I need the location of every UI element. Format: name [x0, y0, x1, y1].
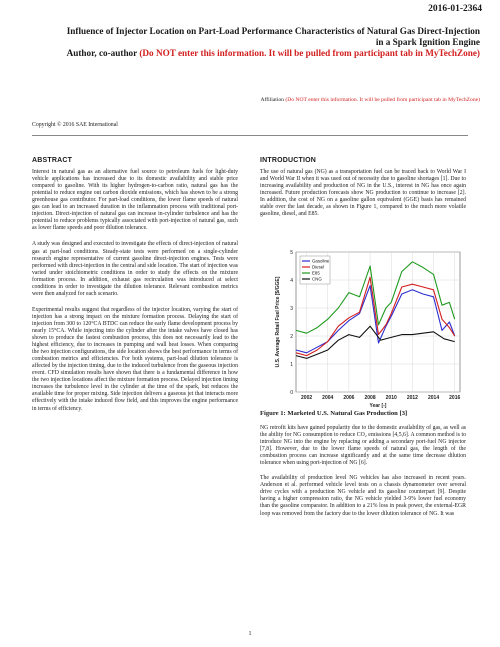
y-axis-label: U.S. Average Retail Fuel Price [$/GGE] — [275, 276, 281, 368]
header-divider — [32, 135, 468, 136]
x-tick-label: 2010 — [385, 395, 397, 401]
x-tick-label: 2006 — [343, 395, 355, 401]
abstract-heading: ABSTRACT — [32, 157, 73, 164]
legend-label: Diesel — [312, 264, 325, 270]
x-tick-label: 2002 — [301, 395, 313, 401]
author-note: (Do NOT enter this information. It will be pulled from participant tab in MyTechZone) — [139, 48, 480, 58]
paper-id: 2016-01-2364 — [428, 4, 482, 14]
y-tick-label: 1 — [290, 362, 293, 368]
figure-caption: Figure 1: Marketed U.S. Natural Gas Production [3] — [260, 410, 408, 417]
affiliation-note: (Do NOT enter this information. It will be pulled from participant tab in MyTechZone) — [285, 97, 480, 103]
x-tick-label: 2008 — [364, 395, 376, 401]
figure-1 — [262, 246, 466, 408]
introduction-paragraph: The availability of production level NG vehicles has also increased in recent years. Anderson et al. performed vehicle level tests on a chassis dynamometer over several drive cycles with a production NG vehicle and its gasoline counterpart [9]. Despite having a higher compression ratio, the NG vehicle yielded 3-9% lower fuel economy than the gasoline comparator. In addition to a 21% loss in peak power, the external-EGR loop was removed from the factory due to the lower dilution tolerance of NG. It was — [260, 475, 466, 517]
author-line — [60, 48, 480, 59]
x-tick-label: 2012 — [406, 395, 418, 401]
legend-label: Gasoline — [312, 258, 330, 264]
x-tick-label: 2016 — [449, 395, 461, 401]
abstract-section — [32, 157, 238, 413]
y-tick-label: 3 — [290, 306, 293, 312]
y-tick-label: 2 — [290, 334, 293, 340]
introduction-paragraph: The use of natural gas (NG) as a transportation fuel can be traced back to World War I and World War II when it was used out of necessity due to gasoline shortages [1]. Due to increasing availability and production of NG in the U.S., interest in NG has once again increased. Future production forecasts show NG production to continue to increase [2]. In addition, the cost of NG on a gasoline gallon equivalent (GGE) basis has remained stable over the last decade, as shown in Figure 1, compared to the much more volatile gasoline, diesel, and E85. — [260, 169, 466, 218]
y-tick-label: 0 — [290, 390, 293, 396]
introduction-paragraph: NG retrofit kits have gained popularity due to the domestic availability of gas, as well as the ability for NG consumption to reduce CO₂ emissions [4,5,6]. A common method is to introduce NG into the engine by replacing or adding a secondary port-fuel NG injector [7,8]. However, due to the lower flame speeds of natural gas, the length of the combustion process can increase significantly and at the same time decrease dilution tolerance when using port-injection of NG [6]. — [260, 425, 466, 467]
y-tick-label: 4 — [290, 278, 293, 284]
affiliation-prefix: Affiliation — [260, 97, 284, 103]
fuel-price-chart — [262, 246, 466, 408]
x-tick-label: 2014 — [427, 395, 440, 401]
author-prefix: Author, co-author — [66, 48, 138, 58]
copyright-notice: Copyright © 2016 SAE International — [32, 122, 118, 128]
x-axis-label: Year [-] — [369, 403, 387, 408]
legend-label: CNG — [312, 276, 322, 282]
abstract-paragraph: Experimental results suggest that regardless of the injector location, varying the start of injection has a strong impact on the mixture formation process. Delaying the start of injection from 300 to 120°CA BTDC can reduce the early flame development process by nearly 15°CA. While injecting into the cylinder after the intake valves have closed has shown to produce the fastest combustion process, this does not necessarily lead to the highest efficiency, due to increases in pumping and wall heat losses. When comparing the two injection configurations, the side location shows the best performance in terms of combustion metrics and efficiencies. For both systems, part-load dilution tolerance is affected by the injection timing, due to the induced turbulence from the gaseous injection event. CFD simulation results have shown that there is a fundamental difference in how the two injection locations affect the mixture formation process. Delayed injection timing increases the turbulence level in the cylinder at the time of the spark, but reduces the available time for proper mixing. Side injection delivers a gaseous jet that interacts more effectively with the intake induced flow field, and this improves the engine performance in terms of efficiency. — [32, 306, 238, 412]
y-tick-label: 5 — [290, 250, 293, 256]
introduction-continued — [260, 425, 466, 518]
x-tick-label: 2004 — [322, 395, 334, 401]
abstract-paragraph: A study was designed and executed to investigate the effects of direct-injection of natural gas at part-load conditions. Steady-state tests were performed on a single-cylinder research engine representative of current gasoline direct-injection engines. Tests were performed with direct-injection in the central and side location. The start of injection was varied under stoichiometric conditions in order to study the effects on the mixture formation process. In addition, exhaust gas recirculation was introduced at select conditions in order to investigate the dilution tolerance. Relevant combustion metrics were then analyzed for each scenario. — [32, 241, 238, 297]
legend-label: E85 — [312, 270, 320, 276]
page-number: 1 — [248, 631, 252, 637]
abstract-paragraph: Interest in natural gas as an alternative fuel source to petroleum fuels for light-duty vehicle applications has increased due to its domestic availability and stable price compared to gasoline. With its higher hydrogen-to-carbon ratio, natural gas has the potential to reduce engine out carbon dioxide emissions, which has shown to be a strong greenhouse gas contributor. For part-load conditions, the lower flame speeds of natural gas can lead to an increased duration in the inflammation process with traditional port-injection. Direct-injection of natural gas can increase in-cylinder turbulence and has the potential to reduce problems typically associated with port-injection of natural gas, such as lower flame speeds and poor dilution tolerance. — [32, 169, 238, 232]
introduction-heading: INTRODUCTION — [260, 157, 317, 164]
affiliation-line — [60, 97, 480, 103]
introduction-section — [260, 157, 466, 218]
paper-title: Influence of Injector Location on Part-Load Performance Characteristics of Natural Gas Direct-Injection in a Spark Ignition Engine — [66, 26, 480, 47]
